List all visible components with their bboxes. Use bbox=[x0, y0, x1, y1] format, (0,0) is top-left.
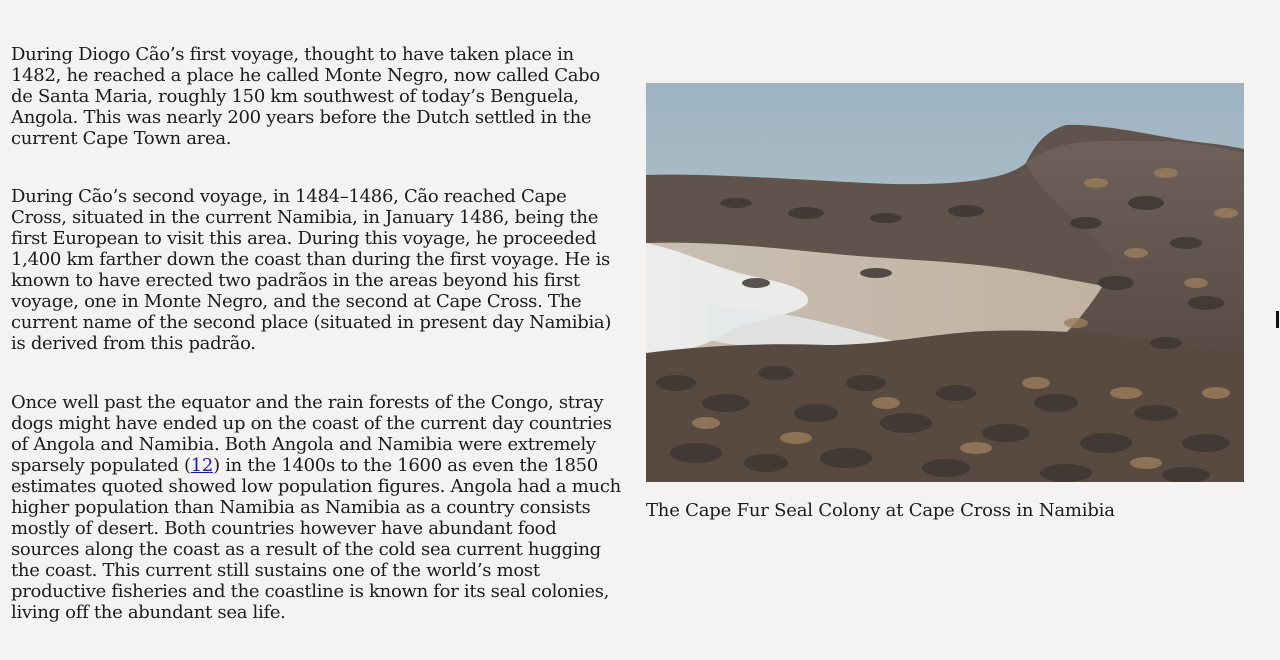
paragraph-second-voyage: During Cão’s second voyage, in 1484–1486, Cão reached Cape Cross, situated in the current Namibia, in January 1486, being the first European to visit this area. During this voyage, he proceeded 1,400 km farther down the coast than during the first voyage. He is known to have erected two padrãos in the areas beyond his first voyage, one in Monte Negro, and the second at Cape Cross. The current name of the second place (situated in present day Namibia) is derived from this padrão. bbox=[11, 186, 612, 354]
paragraph-first-voyage: During Diogo Cão’s first voyage, thought to have taken place in 1482, he reached a place he called Monte Negro, now called Cabo de Santa Maria, roughly 150 km southwest of today’s Benguela, Angola. This was nearly 200 years before the Dutch settled in the current Cape Town area. bbox=[11, 44, 600, 149]
cursor-mark bbox=[1276, 311, 1279, 328]
paragraph-text-before-citation: Once well past the equator and the rain forests of the Congo, stray dogs might have ended up on the coast of the current day countries of Angola and Namibia. Both Angola and Namibia were extremely sparsely populated ( bbox=[11, 392, 612, 476]
figure-caption: The Cape Fur Seal Colony at Cape Cross in Namibia bbox=[646, 500, 1115, 521]
citation-link[interactable]: 12 bbox=[190, 455, 214, 476]
figure bbox=[646, 83, 1244, 521]
paragraph-stray-dogs bbox=[11, 392, 621, 623]
seal-colony-photo bbox=[646, 83, 1244, 482]
paragraph-text-after-citation: ) in the 1400s to the 1600 as even the 1850 estimates quoted showed low population figures. Angola had a much higher population than Namibia as Namibia as a country consists mostly of desert. Both countries however have abundant food sources along the coast as a result of the cold sea current hugging the coast. This current still sustains one of the world’s most productive fisheries and the coastline is known for its seal colonies, living off the abundant sea life. bbox=[11, 455, 621, 623]
